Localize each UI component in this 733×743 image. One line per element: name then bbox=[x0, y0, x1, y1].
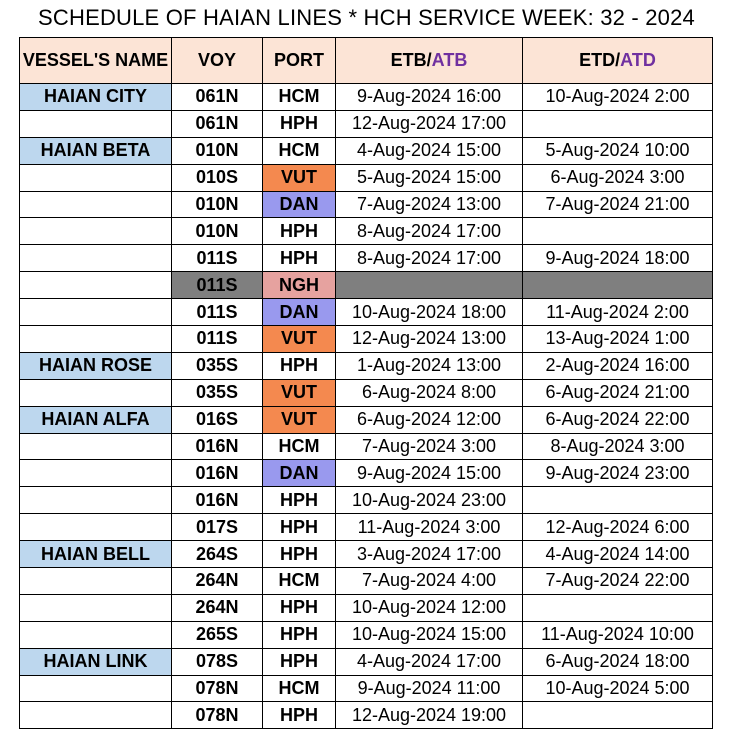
voyage-cell: 010N bbox=[172, 218, 263, 245]
etd-cell: 9-Aug-2024 23:00 bbox=[523, 460, 713, 487]
vessel-cell bbox=[20, 326, 172, 353]
vessel-cell bbox=[20, 272, 172, 299]
table-row bbox=[20, 110, 713, 137]
voyage-cell: 061N bbox=[172, 84, 263, 111]
table-row bbox=[20, 487, 713, 514]
table-row bbox=[20, 702, 713, 729]
voyage-cell: 011S bbox=[172, 326, 263, 353]
voyage-cell: 016N bbox=[172, 487, 263, 514]
vessel-cell bbox=[20, 218, 172, 245]
table-header bbox=[20, 38, 713, 84]
vessel-cell bbox=[20, 594, 172, 621]
vessel-cell bbox=[20, 299, 172, 326]
etd-cell: 6-Aug-2024 21:00 bbox=[523, 379, 713, 406]
port-cell: HCM bbox=[263, 433, 336, 460]
table-row bbox=[20, 218, 713, 245]
etb-cell: 9-Aug-2024 11:00 bbox=[336, 675, 523, 702]
etd-cell: 13-Aug-2024 1:00 bbox=[523, 326, 713, 353]
vessel-cell bbox=[20, 621, 172, 648]
etb-cell: 12-Aug-2024 19:00 bbox=[336, 702, 523, 729]
etd-cell bbox=[523, 594, 713, 621]
etd-cell: 6-Aug-2024 3:00 bbox=[523, 164, 713, 191]
etb-cell: 11-Aug-2024 3:00 bbox=[336, 514, 523, 541]
etb-cell: 10-Aug-2024 18:00 bbox=[336, 299, 523, 326]
vessel-cell bbox=[20, 164, 172, 191]
table-row bbox=[20, 326, 713, 353]
etb-cell: 5-Aug-2024 15:00 bbox=[336, 164, 523, 191]
etd-cell: 6-Aug-2024 22:00 bbox=[523, 406, 713, 433]
port-cell: HPH bbox=[263, 245, 336, 272]
vessel-cell bbox=[20, 702, 172, 729]
voyage-cell: 035S bbox=[172, 379, 263, 406]
voyage-cell: 264S bbox=[172, 541, 263, 568]
voyage-cell: 264N bbox=[172, 568, 263, 595]
port-cell: HCM bbox=[263, 137, 336, 164]
voyage-cell: 078N bbox=[172, 675, 263, 702]
vessel-cell: HAIAN ROSE bbox=[20, 352, 172, 379]
voyage-cell: 017S bbox=[172, 514, 263, 541]
etd-cell: 5-Aug-2024 10:00 bbox=[523, 137, 713, 164]
voyage-cell: 265S bbox=[172, 621, 263, 648]
etd-cell bbox=[523, 110, 713, 137]
vessel-cell bbox=[20, 675, 172, 702]
etb-cell: 8-Aug-2024 17:00 bbox=[336, 245, 523, 272]
etd-cell: 8-Aug-2024 3:00 bbox=[523, 433, 713, 460]
port-cell: HPH bbox=[263, 487, 336, 514]
vessel-cell bbox=[20, 514, 172, 541]
etb-cell: 10-Aug-2024 15:00 bbox=[336, 621, 523, 648]
vessel-cell: HAIAN BELL bbox=[20, 541, 172, 568]
etb-label: ETB/ bbox=[390, 50, 432, 70]
port-cell: VUT bbox=[263, 379, 336, 406]
table-row bbox=[20, 137, 713, 164]
etb-cell: 6-Aug-2024 8:00 bbox=[336, 379, 523, 406]
table-row bbox=[20, 245, 713, 272]
etd-cell: 12-Aug-2024 6:00 bbox=[523, 514, 713, 541]
etd-label: ETD/ bbox=[579, 50, 621, 70]
etd-cell: 6-Aug-2024 18:00 bbox=[523, 648, 713, 675]
column-header-vessel: VESSEL'S NAME bbox=[20, 38, 172, 84]
port-cell: HPH bbox=[263, 352, 336, 379]
vessel-cell: HAIAN ALFA bbox=[20, 406, 172, 433]
port-cell: VUT bbox=[263, 326, 336, 353]
etb-cell: 1-Aug-2024 13:00 bbox=[336, 352, 523, 379]
page-title: SCHEDULE OF HAIAN LINES * HCH SERVICE WEEK: 32 - 2024 bbox=[38, 5, 695, 30]
voyage-cell: 011S bbox=[172, 272, 263, 299]
table-row bbox=[20, 191, 713, 218]
vessel-cell bbox=[20, 245, 172, 272]
port-cell: HPH bbox=[263, 541, 336, 568]
vessel-cell bbox=[20, 379, 172, 406]
table-row bbox=[20, 379, 713, 406]
etb-cell: 10-Aug-2024 12:00 bbox=[336, 594, 523, 621]
vessel-cell bbox=[20, 433, 172, 460]
voyage-cell: 078N bbox=[172, 702, 263, 729]
table-row bbox=[20, 460, 713, 487]
voyage-cell: 010N bbox=[172, 191, 263, 218]
etb-cell: 7-Aug-2024 4:00 bbox=[336, 568, 523, 595]
schedule-table bbox=[19, 37, 713, 729]
port-cell: HPH bbox=[263, 621, 336, 648]
table-row bbox=[20, 648, 713, 675]
voyage-cell: 016N bbox=[172, 460, 263, 487]
header-row bbox=[20, 38, 713, 84]
column-header-etb bbox=[336, 38, 523, 84]
voyage-cell: 011S bbox=[172, 245, 263, 272]
etd-cell: 10-Aug-2024 2:00 bbox=[523, 84, 713, 111]
table-row bbox=[20, 675, 713, 702]
etb-cell: 4-Aug-2024 15:00 bbox=[336, 137, 523, 164]
etb-cell: 6-Aug-2024 12:00 bbox=[336, 406, 523, 433]
table-row bbox=[20, 621, 713, 648]
etd-cell bbox=[523, 272, 713, 299]
port-cell: HPH bbox=[263, 594, 336, 621]
voyage-cell: 010N bbox=[172, 137, 263, 164]
etd-cell bbox=[523, 487, 713, 514]
port-cell: HPH bbox=[263, 648, 336, 675]
port-cell: HPH bbox=[263, 514, 336, 541]
etb-cell: 8-Aug-2024 17:00 bbox=[336, 218, 523, 245]
voyage-cell: 010S bbox=[172, 164, 263, 191]
port-cell: DAN bbox=[263, 460, 336, 487]
vessel-cell bbox=[20, 110, 172, 137]
etb-cell: 3-Aug-2024 17:00 bbox=[336, 541, 523, 568]
port-cell: VUT bbox=[263, 406, 336, 433]
etb-cell: 9-Aug-2024 15:00 bbox=[336, 460, 523, 487]
port-cell: HPH bbox=[263, 218, 336, 245]
etd-cell: 4-Aug-2024 14:00 bbox=[523, 541, 713, 568]
atb-label: ATB bbox=[431, 50, 468, 70]
voyage-cell: 016S bbox=[172, 406, 263, 433]
port-cell: VUT bbox=[263, 164, 336, 191]
voyage-cell: 264N bbox=[172, 594, 263, 621]
etd-cell: 2-Aug-2024 16:00 bbox=[523, 352, 713, 379]
etb-cell: 12-Aug-2024 13:00 bbox=[336, 326, 523, 353]
etd-cell: 7-Aug-2024 22:00 bbox=[523, 568, 713, 595]
port-cell: HCM bbox=[263, 568, 336, 595]
voyage-cell: 035S bbox=[172, 352, 263, 379]
vessel-cell bbox=[20, 191, 172, 218]
port-cell: HCM bbox=[263, 675, 336, 702]
table-row bbox=[20, 433, 713, 460]
table-row bbox=[20, 568, 713, 595]
table-body bbox=[20, 84, 713, 729]
etd-cell bbox=[523, 702, 713, 729]
voyage-cell: 011S bbox=[172, 299, 263, 326]
etd-cell: 10-Aug-2024 5:00 bbox=[523, 675, 713, 702]
table-row bbox=[20, 299, 713, 326]
atd-label: ATD bbox=[620, 50, 656, 70]
table-row bbox=[20, 406, 713, 433]
voyage-cell: 078S bbox=[172, 648, 263, 675]
vessel-cell: HAIAN LINK bbox=[20, 648, 172, 675]
vessel-cell: HAIAN CITY bbox=[20, 84, 172, 111]
port-cell: HPH bbox=[263, 110, 336, 137]
column-header-voy: VOY bbox=[172, 38, 263, 84]
etb-cell: 10-Aug-2024 23:00 bbox=[336, 487, 523, 514]
column-header-port: PORT bbox=[263, 38, 336, 84]
table-row bbox=[20, 352, 713, 379]
column-header-etd bbox=[523, 38, 713, 84]
table-row bbox=[20, 164, 713, 191]
etb-cell: 7-Aug-2024 3:00 bbox=[336, 433, 523, 460]
vessel-cell bbox=[20, 460, 172, 487]
etb-cell bbox=[336, 272, 523, 299]
etd-cell: 11-Aug-2024 10:00 bbox=[523, 621, 713, 648]
etb-cell: 7-Aug-2024 13:00 bbox=[336, 191, 523, 218]
table-row bbox=[20, 594, 713, 621]
etd-cell bbox=[523, 218, 713, 245]
etd-cell: 7-Aug-2024 21:00 bbox=[523, 191, 713, 218]
port-cell: HPH bbox=[263, 702, 336, 729]
port-cell: DAN bbox=[263, 191, 336, 218]
voyage-cell: 061N bbox=[172, 110, 263, 137]
port-cell: DAN bbox=[263, 299, 336, 326]
table-row bbox=[20, 541, 713, 568]
port-cell: NGH bbox=[263, 272, 336, 299]
voyage-cell: 016N bbox=[172, 433, 263, 460]
etb-cell: 9-Aug-2024 16:00 bbox=[336, 84, 523, 111]
vessel-cell: HAIAN BETA bbox=[20, 137, 172, 164]
etd-cell: 9-Aug-2024 18:00 bbox=[523, 245, 713, 272]
table-row bbox=[20, 514, 713, 541]
etb-cell: 4-Aug-2024 17:00 bbox=[336, 648, 523, 675]
table-row bbox=[20, 84, 713, 111]
etd-cell: 11-Aug-2024 2:00 bbox=[523, 299, 713, 326]
port-cell: HCM bbox=[263, 84, 336, 111]
etb-cell: 12-Aug-2024 17:00 bbox=[336, 110, 523, 137]
vessel-cell bbox=[20, 568, 172, 595]
table-row bbox=[20, 272, 713, 299]
vessel-cell bbox=[20, 487, 172, 514]
